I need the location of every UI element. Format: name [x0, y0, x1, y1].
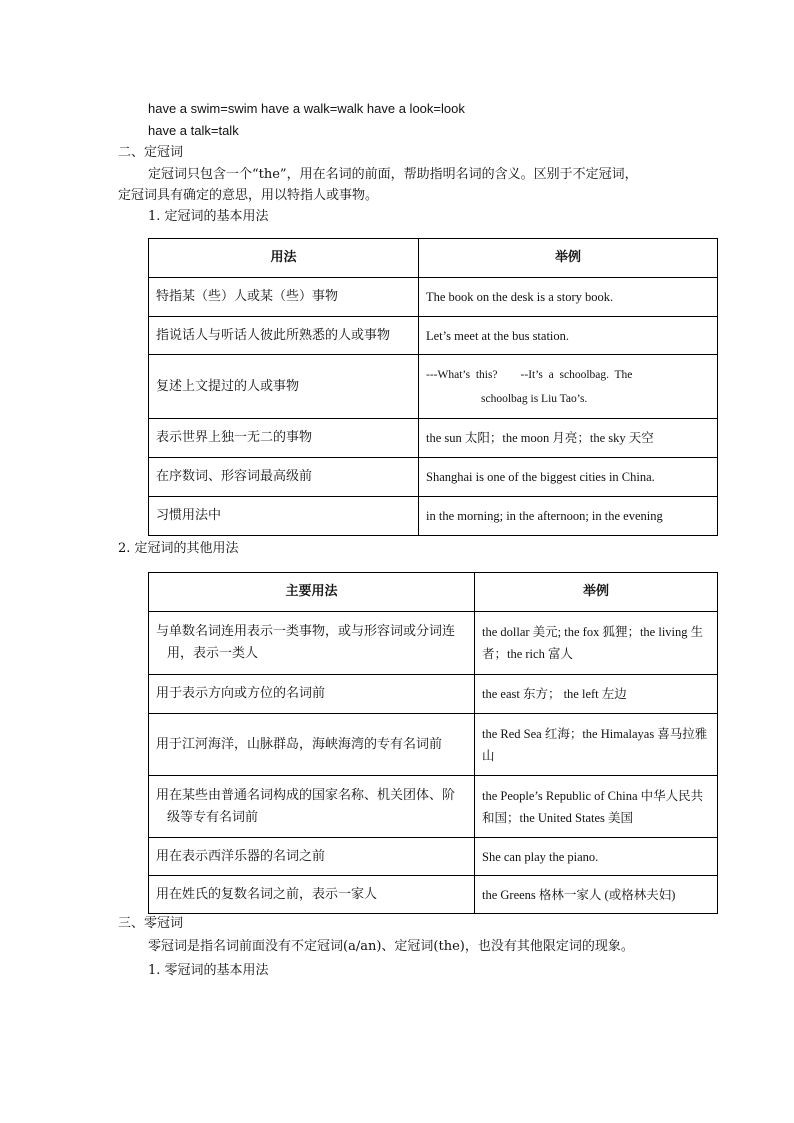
usage-cell: 用在姓氏的复数名词之前，表示一家人: [149, 876, 475, 914]
table-row: [149, 838, 718, 876]
table-row: [149, 317, 718, 355]
table-row: [149, 419, 718, 458]
table-row: [149, 355, 718, 419]
example-cell: The book on the desk is a story book.: [419, 278, 718, 317]
other-usage-table: [148, 572, 718, 914]
example-cell: the sun 太阳；the moon 月亮；the sky 天空: [419, 419, 718, 458]
table-header-row: [149, 573, 718, 612]
usage-cell: 用于江河海洋，山脉群岛，海峡海湾的专有名词前: [149, 714, 475, 776]
intro-line-2: have a talk=talk: [148, 123, 239, 138]
table-row: [149, 675, 718, 714]
example-cell: the Red Sea 红海；the Himalayas 喜马拉雅山: [475, 714, 718, 776]
usage-cell: 用于表示方向或方位的名词前: [149, 675, 475, 714]
example-cell: She can play the piano.: [475, 838, 718, 876]
table-row: [149, 497, 718, 536]
example-cell: [419, 355, 718, 419]
usage-cell: 指说话人与听话人彼此所熟悉的人或事物: [149, 317, 419, 355]
usage-cell: 在序数词、形容词最高级前: [149, 458, 419, 497]
usage-cell: 特指某（些）人或某（些）事物: [149, 278, 419, 317]
example-cell: in the morning; in the afternoon; in the evening: [419, 497, 718, 536]
usage-cell: 复述上文提过的人或事物: [149, 355, 419, 419]
table-row: [149, 278, 718, 317]
table-row: [149, 612, 718, 675]
example-line-2: schoolbag is Liu Tao’s.: [481, 392, 588, 405]
basic-usage-table: [148, 238, 718, 536]
column-header-usage: 用法: [149, 239, 419, 278]
usage-cell: 习惯用法中: [149, 497, 419, 536]
section2-para-line1: 定冠词只包含一个“the”，用在名词的前面，帮助指明名词的含义。区别于不定冠词，: [148, 167, 638, 182]
section2-sub1: 1. 定冠词的基本用法: [148, 209, 269, 224]
table-row: [149, 876, 718, 914]
intro-line-1: have a swim=swim have a walk=walk have a look=look: [148, 101, 465, 116]
section2-sub2: 2. 定冠词的其他用法: [118, 541, 239, 556]
example-cell: Shanghai is one of the biggest cities in China.: [419, 458, 718, 497]
example-cell: the Greens 格林一家人 (或格林夫妇): [475, 876, 718, 914]
usage-cell: 与单数名词连用表示一类事物，或与形容词或分词连用，表示一类人: [149, 612, 475, 675]
example-line-1: ---What’s this? --It’s a schoolbag. The: [426, 368, 633, 381]
section2-heading: 二、定冠词: [118, 145, 184, 160]
column-header-example: 举例: [419, 239, 718, 278]
section2-para-line2: 定冠词具有确定的意思，用以特指人或事物。: [118, 188, 379, 203]
example-cell: the dollar 美元; the fox 狐狸；the living 生者；the rich 富人: [475, 612, 718, 675]
table-row: [149, 458, 718, 497]
example-cell: Let’s meet at the bus station.: [419, 317, 718, 355]
table-row: [149, 714, 718, 776]
example-cell: the east 东方； the left 左边: [475, 675, 718, 714]
column-header-example: 举例: [475, 573, 718, 612]
usage-cell: 用在表示西洋乐器的名词之前: [149, 838, 475, 876]
table-row: [149, 776, 718, 838]
column-header-main-usage: 主要用法: [149, 573, 475, 612]
usage-cell: 表示世界上独一无二的事物: [149, 419, 419, 458]
section3-para: 零冠词是指名词前面没有不定冠词(a/an)、定冠词(the)，也没有其他限定词的现象。: [148, 939, 634, 954]
table-header-row: [149, 239, 718, 278]
usage-cell: 用在某些由普通名词构成的国家名称、机关团体、阶级等专有名词前: [149, 776, 475, 838]
section3-heading: 三、零冠词: [118, 916, 184, 931]
example-cell: the People’s Republic of China 中华人民共和国；the United States 美国: [475, 776, 718, 838]
section3-sub1: 1. 零冠词的基本用法: [148, 963, 269, 978]
